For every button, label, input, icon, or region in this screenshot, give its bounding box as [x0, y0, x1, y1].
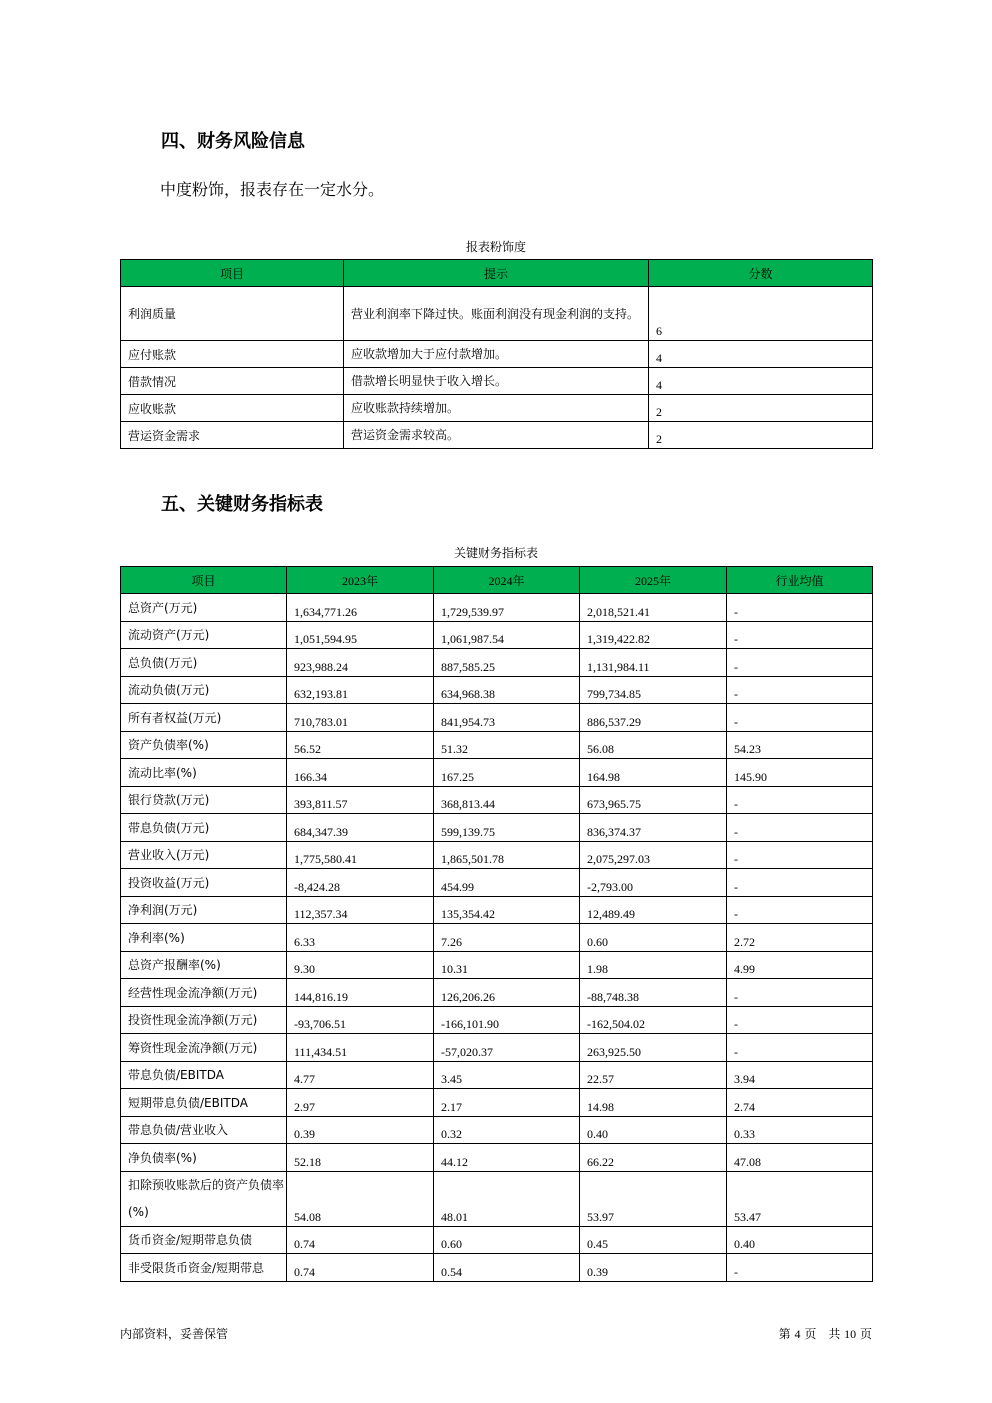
value-2024: 0.54 — [434, 1254, 580, 1282]
value-2023: -93,706.51 — [287, 1006, 434, 1034]
value-2024: 599,139.75 — [434, 814, 580, 842]
value-2025: 0.39 — [580, 1254, 727, 1282]
industry-average: - — [727, 1034, 873, 1062]
value-2025: 0.45 — [580, 1226, 727, 1254]
risk-score: 2 — [649, 422, 873, 449]
value-2025: 22.57 — [580, 1061, 727, 1089]
value-2025: 66.22 — [580, 1144, 727, 1172]
industry-average: - — [727, 869, 873, 897]
industry-average: - — [727, 676, 873, 704]
value-2023: 111,434.51 — [287, 1034, 434, 1062]
table-row — [121, 1226, 873, 1254]
col-header-item: 项目 — [121, 567, 287, 594]
industry-average: - — [727, 841, 873, 869]
table-row — [121, 896, 873, 924]
value-2023: -8,424.28 — [287, 869, 434, 897]
value-2023: 684,347.39 — [287, 814, 434, 842]
risk-item: 应付账款 — [121, 341, 344, 368]
section-title-financial-risk: 四、财务风险信息 — [161, 131, 305, 152]
value-2025: 0.40 — [580, 1116, 727, 1144]
industry-average: 2.72 — [727, 924, 873, 952]
indicator-name: 所有者权益(万元) — [121, 704, 287, 732]
table-row — [121, 1171, 873, 1226]
table-caption-whitewash: 报表粉饰度 — [465, 240, 526, 254]
footer-page-number — [779, 1325, 872, 1342]
industry-average: - — [727, 594, 873, 622]
industry-average: - — [727, 786, 873, 814]
value-2025: 836,374.37 — [580, 814, 727, 842]
col-header-industry-avg: 行业均值 — [727, 567, 873, 594]
table-row — [121, 841, 873, 869]
value-2024: 3.45 — [434, 1061, 580, 1089]
risk-item: 营运资金需求 — [121, 422, 344, 449]
value-2025: 164.98 — [580, 759, 727, 787]
indicator-name: 营业收入(万元) — [121, 841, 287, 869]
table-row — [121, 979, 873, 1007]
value-2023: 6.33 — [287, 924, 434, 952]
indicator-name: 净利率(%) — [121, 924, 287, 952]
col-header-item: 项目 — [121, 260, 344, 287]
col-header-2025: 2025年 — [580, 567, 727, 594]
table-row — [121, 704, 873, 732]
indicator-name: 货币资金/短期带息负债 — [121, 1226, 287, 1254]
indicator-name: 带息负债/营业收入 — [121, 1116, 287, 1144]
value-2024: 0.60 — [434, 1226, 580, 1254]
value-2025: -2,793.00 — [580, 869, 727, 897]
value-2025: 1,131,984.11 — [580, 649, 727, 677]
value-2023: 710,783.01 — [287, 704, 434, 732]
risk-hint: 借款增长明显快于收入增长。 — [344, 368, 649, 395]
value-2025: 799,734.85 — [580, 676, 727, 704]
indicator-name: 总资产(万元) — [121, 594, 287, 622]
industry-average: 0.40 — [727, 1226, 873, 1254]
value-2024: 126,206.26 — [434, 979, 580, 1007]
indicator-name: 流动负债(万元) — [121, 676, 287, 704]
total-pages: 10 — [844, 1327, 857, 1341]
section-title-key-indicators: 五、关键财务指标表 — [161, 494, 323, 515]
value-2023: 923,988.24 — [287, 649, 434, 677]
footer-confidential: 内部资料，妥善保管 — [120, 1327, 229, 1341]
page-suffix: 页 — [859, 1327, 872, 1341]
current-page: 4 — [794, 1327, 801, 1341]
value-2025: 886,537.29 — [580, 704, 727, 732]
col-header-2023: 2023年 — [287, 567, 434, 594]
value-2025: 1,319,422.82 — [580, 621, 727, 649]
table-row — [121, 1061, 873, 1089]
indicator-name: 银行贷款(万元) — [121, 786, 287, 814]
value-2025: 14.98 — [580, 1089, 727, 1117]
value-2024: 2.17 — [434, 1089, 580, 1117]
industry-average: - — [727, 704, 873, 732]
risk-hint: 应收账款持续增加。 — [344, 395, 649, 422]
indicator-name: 带息负债/EBITDA — [121, 1061, 287, 1089]
value-2023: 0.74 — [287, 1254, 434, 1282]
risk-hint: 营业利润率下降过快。账面利润没有现金利润的支持。 — [344, 287, 649, 341]
table-row — [121, 676, 873, 704]
value-2025: 56.08 — [580, 731, 727, 759]
indicator-name: 扣除预收账款后的资产负债率(%) — [121, 1171, 287, 1226]
industry-average: 3.94 — [727, 1061, 873, 1089]
indicator-name: 资产负债率(%) — [121, 731, 287, 759]
value-2025: 263,925.50 — [580, 1034, 727, 1062]
industry-average: 54.23 — [727, 731, 873, 759]
whitewash-table — [120, 259, 873, 449]
value-2023: 56.52 — [287, 731, 434, 759]
value-2024: 841,954.73 — [434, 704, 580, 732]
table-row — [121, 1089, 873, 1117]
table-row — [121, 594, 873, 622]
value-2024: 167.25 — [434, 759, 580, 787]
industry-average: - — [727, 814, 873, 842]
indicator-name: 流动比率(%) — [121, 759, 287, 787]
value-2024: 634,968.38 — [434, 676, 580, 704]
table-row — [121, 1144, 873, 1172]
industry-average: - — [727, 649, 873, 677]
value-2024: 454.99 — [434, 869, 580, 897]
table-row — [121, 731, 873, 759]
value-2025: -162,504.02 — [580, 1006, 727, 1034]
value-2025: 2,018,521.41 — [580, 594, 727, 622]
indicator-name: 总负债(万元) — [121, 649, 287, 677]
value-2023: 1,634,771.26 — [287, 594, 434, 622]
industry-average: 145.90 — [727, 759, 873, 787]
indicator-name: 投资收益(万元) — [121, 869, 287, 897]
value-2023: 112,357.34 — [287, 896, 434, 924]
table-row — [121, 786, 873, 814]
table-row — [121, 1254, 873, 1282]
industry-average: 0.33 — [727, 1116, 873, 1144]
risk-score: 2 — [649, 395, 873, 422]
industry-average: - — [727, 621, 873, 649]
industry-average: 4.99 — [727, 951, 873, 979]
risk-hint: 应收款增加大于应付款增加。 — [344, 341, 649, 368]
col-header-2024: 2024年 — [434, 567, 580, 594]
indicator-name: 净负债率(%) — [121, 1144, 287, 1172]
table-row — [121, 287, 873, 341]
industry-average: 2.74 — [727, 1089, 873, 1117]
industry-average: 53.47 — [727, 1171, 873, 1226]
table-row — [121, 621, 873, 649]
value-2023: 52.18 — [287, 1144, 434, 1172]
table-row — [121, 759, 873, 787]
table-row — [121, 869, 873, 897]
value-2023: 0.39 — [287, 1116, 434, 1144]
risk-item: 利润质量 — [121, 287, 344, 341]
table-row — [121, 1034, 873, 1062]
col-header-score: 分数 — [649, 260, 873, 287]
value-2025: -88,748.38 — [580, 979, 727, 1007]
col-header-hint: 提示 — [344, 260, 649, 287]
value-2024: 1,865,501.78 — [434, 841, 580, 869]
value-2025: 673,965.75 — [580, 786, 727, 814]
value-2023: 0.74 — [287, 1226, 434, 1254]
industry-average: - — [727, 1254, 873, 1282]
table-row — [121, 1006, 873, 1034]
value-2024: 135,354.42 — [434, 896, 580, 924]
value-2024: 368,813.44 — [434, 786, 580, 814]
risk-summary: 中度粉饰，报表存在一定水分。 — [160, 180, 385, 199]
value-2024: 51.32 — [434, 731, 580, 759]
industry-average: - — [727, 1006, 873, 1034]
value-2024: 10.31 — [434, 951, 580, 979]
indicator-name: 经营性现金流净额(万元) — [121, 979, 287, 1007]
value-2023: 54.08 — [287, 1171, 434, 1226]
risk-score: 4 — [649, 368, 873, 395]
value-2023: 1,051,594.95 — [287, 621, 434, 649]
value-2025: 1.98 — [580, 951, 727, 979]
value-2024: 7.26 — [434, 924, 580, 952]
industry-average: - — [727, 896, 873, 924]
value-2024: 887,585.25 — [434, 649, 580, 677]
indicator-name: 投资性现金流净额(万元) — [121, 1006, 287, 1034]
indicator-name: 筹资性现金流净额(万元) — [121, 1034, 287, 1062]
table-row — [121, 814, 873, 842]
risk-item: 借款情况 — [121, 368, 344, 395]
table-row — [121, 395, 873, 422]
page-prefix: 第 — [778, 1327, 791, 1341]
table-row — [121, 951, 873, 979]
risk-score: 6 — [649, 287, 873, 341]
value-2023: 4.77 — [287, 1061, 434, 1089]
industry-average: - — [727, 979, 873, 1007]
value-2024: 1,061,987.54 — [434, 621, 580, 649]
table-row — [121, 1116, 873, 1144]
value-2024: 48.01 — [434, 1171, 580, 1226]
value-2023: 1,775,580.41 — [287, 841, 434, 869]
value-2024: 0.32 — [434, 1116, 580, 1144]
risk-hint: 营运资金需求较高。 — [344, 422, 649, 449]
table-row — [121, 368, 873, 395]
value-2023: 166.34 — [287, 759, 434, 787]
risk-item: 应收账款 — [121, 395, 344, 422]
page-mid: 页 共 — [804, 1327, 841, 1341]
indicator-name: 总资产报酬率(%) — [121, 951, 287, 979]
risk-score: 4 — [649, 341, 873, 368]
value-2025: 2,075,297.03 — [580, 841, 727, 869]
value-2025: 0.60 — [580, 924, 727, 952]
value-2024: 1,729,539.97 — [434, 594, 580, 622]
indicator-name: 带息负债(万元) — [121, 814, 287, 842]
table-row — [121, 341, 873, 368]
table-caption-indicators: 关键财务指标表 — [453, 546, 538, 560]
indicators-table — [120, 566, 873, 1282]
indicator-name: 短期带息负债/EBITDA — [121, 1089, 287, 1117]
value-2023: 144,816.19 — [287, 979, 434, 1007]
value-2024: 44.12 — [434, 1144, 580, 1172]
value-2023: 393,811.57 — [287, 786, 434, 814]
value-2025: 12,489.49 — [580, 896, 727, 924]
industry-average: 47.08 — [727, 1144, 873, 1172]
indicator-name: 流动资产(万元) — [121, 621, 287, 649]
value-2023: 9.30 — [287, 951, 434, 979]
table-row — [121, 649, 873, 677]
indicator-name: 非受限货币资金/短期带息 — [121, 1254, 287, 1282]
value-2023: 2.97 — [287, 1089, 434, 1117]
table-row — [121, 924, 873, 952]
value-2025: 53.97 — [580, 1171, 727, 1226]
value-2024: -166,101.90 — [434, 1006, 580, 1034]
value-2023: 632,193.81 — [287, 676, 434, 704]
value-2024: -57,020.37 — [434, 1034, 580, 1062]
indicator-name: 净利润(万元) — [121, 896, 287, 924]
table-row — [121, 422, 873, 449]
